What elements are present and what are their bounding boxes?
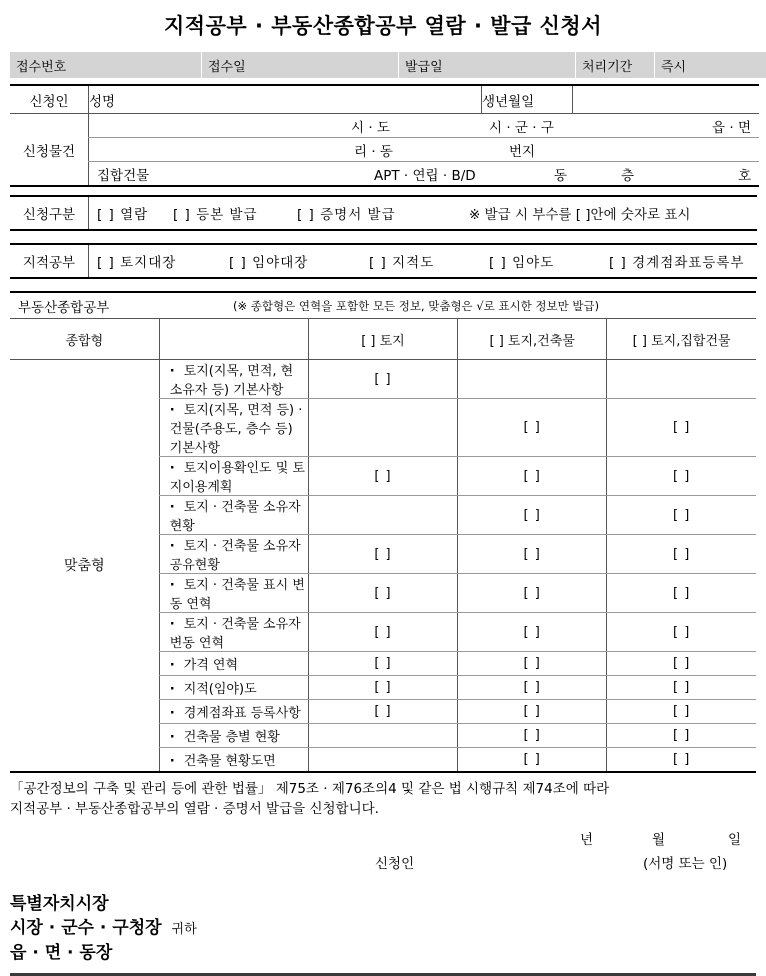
- checkbox-r7-c2[interactable]: [ ]: [458, 652, 607, 676]
- comprehensive-table: [10, 291, 756, 773]
- checkbox-r2-c1[interactable]: [ ]: [308, 457, 457, 496]
- ridong-label: 리 · 동: [354, 140, 393, 160]
- signature-line: [10, 854, 756, 878]
- bottom-divider: [10, 973, 756, 976]
- application-type-row: [10, 196, 757, 230]
- checkbox-r10-c2[interactable]: [ ]: [458, 724, 607, 748]
- receipt-number-label: 접수번호: [10, 52, 202, 78]
- gwiha-label: 귀하: [162, 922, 197, 937]
- checkbox-r5-c1[interactable]: [ ]: [308, 574, 457, 613]
- application-type-options: [89, 196, 758, 230]
- receipt-date-label: 접수일: [202, 52, 399, 78]
- sido-label: 시 · 도: [351, 116, 390, 136]
- checkbox-r8-c2[interactable]: [ ]: [458, 676, 607, 700]
- item-label: · 토지이용확인도 및 토지이용계획: [170, 461, 305, 495]
- birthdate-field[interactable]: [573, 85, 760, 114]
- checkbox-r8-c1[interactable]: [ ]: [308, 676, 457, 700]
- recipients-block: [10, 892, 766, 964]
- checkbox-r1-c1[interactable]: [308, 399, 457, 457]
- cadastral-row: [10, 244, 757, 278]
- recipient-2-wrap: [10, 916, 766, 940]
- table-row: [10, 360, 756, 399]
- comprehensive-note: (※ 종합형은 연혁을 포함한 모든 정보, 맞춤형은 √로 표시한 정보만 발급): [233, 298, 599, 314]
- recipient-2: 시장 · 군수 · 구청장: [10, 918, 162, 938]
- checkbox-r3-c3[interactable]: [ ]: [607, 496, 756, 535]
- recipient-1: 특별자치시장: [10, 892, 766, 916]
- header-spacer: [159, 319, 308, 360]
- checkbox-r6-c3[interactable]: [ ]: [607, 613, 756, 652]
- comprehensive-note-row: [10, 292, 756, 319]
- item-label: · 건축물 층별 현황: [170, 730, 280, 745]
- custom-label: 맞춤형: [10, 360, 159, 772]
- item-label: · 경계점좌표 등록사항: [170, 706, 301, 721]
- type-label: 종합형: [10, 319, 159, 360]
- checkbox-jijeokdo[interactable]: [ ] 지적도: [369, 251, 434, 271]
- checkbox-r9-c3[interactable]: [ ]: [607, 700, 756, 724]
- cadastral-table: [10, 243, 757, 279]
- item-label: · 건축물 현황도면: [170, 754, 276, 769]
- receipt-row: [10, 52, 766, 78]
- ho-label: 호: [738, 164, 751, 184]
- checkbox-r5-c2[interactable]: [ ]: [458, 574, 607, 613]
- dong-label: 동: [554, 164, 567, 184]
- checkbox-r11-c3[interactable]: [ ]: [607, 748, 756, 772]
- item-label: · 가격 연혁: [170, 658, 238, 673]
- item-label: · 지적(임야)도: [170, 682, 257, 697]
- column-header-toji-geonchukmul[interactable]: [ ] 토지,건축물: [458, 319, 607, 360]
- property-row-1: [10, 114, 759, 138]
- checkbox-r7-c3[interactable]: [ ]: [607, 652, 756, 676]
- applicant-row: [10, 85, 759, 114]
- date-line: [10, 830, 756, 854]
- comprehensive-header-row: [10, 319, 756, 360]
- column-header-toji[interactable]: [ ] 토지: [308, 319, 457, 360]
- checkbox-r3-c1[interactable]: [308, 496, 457, 535]
- month-label[interactable]: 월: [652, 830, 665, 851]
- checkbox-jeungmyeongseo-balgeup[interactable]: [ ] 증명서 발급: [297, 203, 396, 223]
- bunji-label: 번지: [509, 140, 535, 160]
- checkbox-gyeonggyejeom[interactable]: [ ] 경계점좌표등록부: [609, 251, 744, 271]
- checkbox-r10-c3[interactable]: [ ]: [607, 724, 756, 748]
- checkbox-r11-c2[interactable]: [ ]: [458, 748, 607, 772]
- item-label: · 토지 · 건축물 소유자 변동 연혁: [170, 617, 301, 651]
- item-label: · 토지 · 건축물 표시 변동 연혁: [170, 578, 305, 612]
- property-building-cell[interactable]: [89, 162, 760, 187]
- building-label: 집합건물: [97, 164, 149, 184]
- checkbox-r8-c3[interactable]: [ ]: [607, 676, 756, 700]
- checkbox-r0-c1[interactable]: [ ]: [308, 360, 457, 399]
- statement-line-2: 지적공부 · 부동산종합공부의 열람 · 증명서 발급을 신청합니다.: [10, 799, 756, 820]
- checkbox-r6-c2[interactable]: [ ]: [458, 613, 607, 652]
- checkbox-r7-c1[interactable]: [ ]: [308, 652, 457, 676]
- checkbox-imyado[interactable]: [ ] 임야도: [489, 251, 554, 271]
- cheung-label: 층: [621, 164, 634, 184]
- day-label[interactable]: 일: [728, 830, 741, 851]
- checkbox-r2-c2[interactable]: [ ]: [458, 457, 607, 496]
- checkbox-r9-c2[interactable]: [ ]: [458, 700, 607, 724]
- year-label[interactable]: 년: [580, 830, 593, 851]
- property-label: 신청물건: [10, 114, 89, 187]
- statement-line-1: 「공간정보의 구축 및 관리 등에 관한 법률」 제75조 · 제76조의4 및 같은 법 시행규칙 제74조에 따라: [10, 779, 756, 800]
- property-region-cell[interactable]: [89, 114, 760, 138]
- property-address-cell[interactable]: [89, 138, 760, 162]
- checkbox-imyadaejang[interactable]: [ ] 임야대장: [229, 251, 308, 271]
- page-title: 지적공부 · 부동산종합공부 열람 · 발급 신청서: [0, 0, 766, 52]
- issue-date-label: 발급일: [399, 52, 576, 78]
- recipient-3: 읍 · 면 · 동장: [10, 941, 766, 965]
- comprehensive-note-cell: [10, 292, 756, 319]
- application-type-note: ※ 발급 시 부수를 [ ]안에 숫자로 표시: [469, 203, 690, 223]
- sigungu-label: 시 · 군 · 구: [489, 116, 554, 136]
- checkbox-r4-c3[interactable]: [ ]: [607, 535, 756, 574]
- column-header-toji-jibgeon[interactable]: [ ] 토지,집합건물: [607, 319, 756, 360]
- property-row-3: [10, 162, 759, 187]
- checkbox-r4-c2[interactable]: [ ]: [458, 535, 607, 574]
- checkbox-r1-c3[interactable]: [ ]: [607, 399, 756, 457]
- checkbox-r9-c1[interactable]: [ ]: [308, 700, 457, 724]
- item-label: · 토지(지목, 면적 등) · 건물(주용도, 층수 등) 기본사항: [170, 403, 303, 456]
- checkbox-r6-c1[interactable]: [ ]: [308, 613, 457, 652]
- checkbox-r5-c3[interactable]: [ ]: [607, 574, 756, 613]
- process-time-value: 즉시: [655, 52, 766, 78]
- item-label: · 토지 · 건축물 소유자 공유현황: [170, 539, 301, 573]
- cadastral-options: [89, 244, 758, 278]
- item-label: · 토지(지목, 면적, 현 소유자 등) 기본사항: [170, 364, 294, 398]
- birthdate-label: 생년월일: [482, 85, 573, 114]
- applicant-label: 신청인: [10, 85, 89, 114]
- comprehensive-label: 부동산종합공부: [18, 296, 109, 316]
- checkbox-deungbon-balgeup[interactable]: [ ] 등본 발급: [173, 203, 258, 223]
- checkbox-r1-c2[interactable]: [ ]: [458, 399, 607, 457]
- application-type-table: [10, 195, 757, 231]
- checkbox-yeollam[interactable]: [ ] 열람: [97, 203, 148, 223]
- checkbox-r3-c2[interactable]: [ ]: [458, 496, 607, 535]
- eupmyeon-label: 읍 · 면: [712, 116, 751, 136]
- building-type-label: APT · 연립 · B/D: [374, 164, 476, 184]
- checkbox-tojidaejang[interactable]: [ ] 토지대장: [97, 251, 176, 271]
- checkbox-r10-c1[interactable]: [308, 724, 457, 748]
- property-row-2: [10, 138, 759, 162]
- item-label: · 토지 · 건축물 소유자 현황: [170, 500, 301, 534]
- process-time-label: 처리기간: [576, 52, 655, 78]
- applicant-signature-label: 신청인: [375, 854, 414, 875]
- footer-statement: [10, 773, 756, 879]
- checkbox-r0-c2[interactable]: [458, 360, 607, 399]
- signature-note[interactable]: (서명 또는 인): [643, 854, 727, 875]
- cadastral-label: 지적공부: [10, 244, 89, 278]
- checkbox-r4-c1[interactable]: [ ]: [308, 535, 457, 574]
- receipt-strip-table: [10, 52, 766, 78]
- applicant-name-field[interactable]: 성명: [89, 85, 482, 114]
- checkbox-r0-c3[interactable]: [607, 360, 756, 399]
- checkbox-r11-c1[interactable]: [308, 748, 457, 772]
- application-type-label: 신청구분: [10, 196, 89, 230]
- applicant-property-table: [10, 84, 759, 187]
- checkbox-r2-c3[interactable]: [ ]: [607, 457, 756, 496]
